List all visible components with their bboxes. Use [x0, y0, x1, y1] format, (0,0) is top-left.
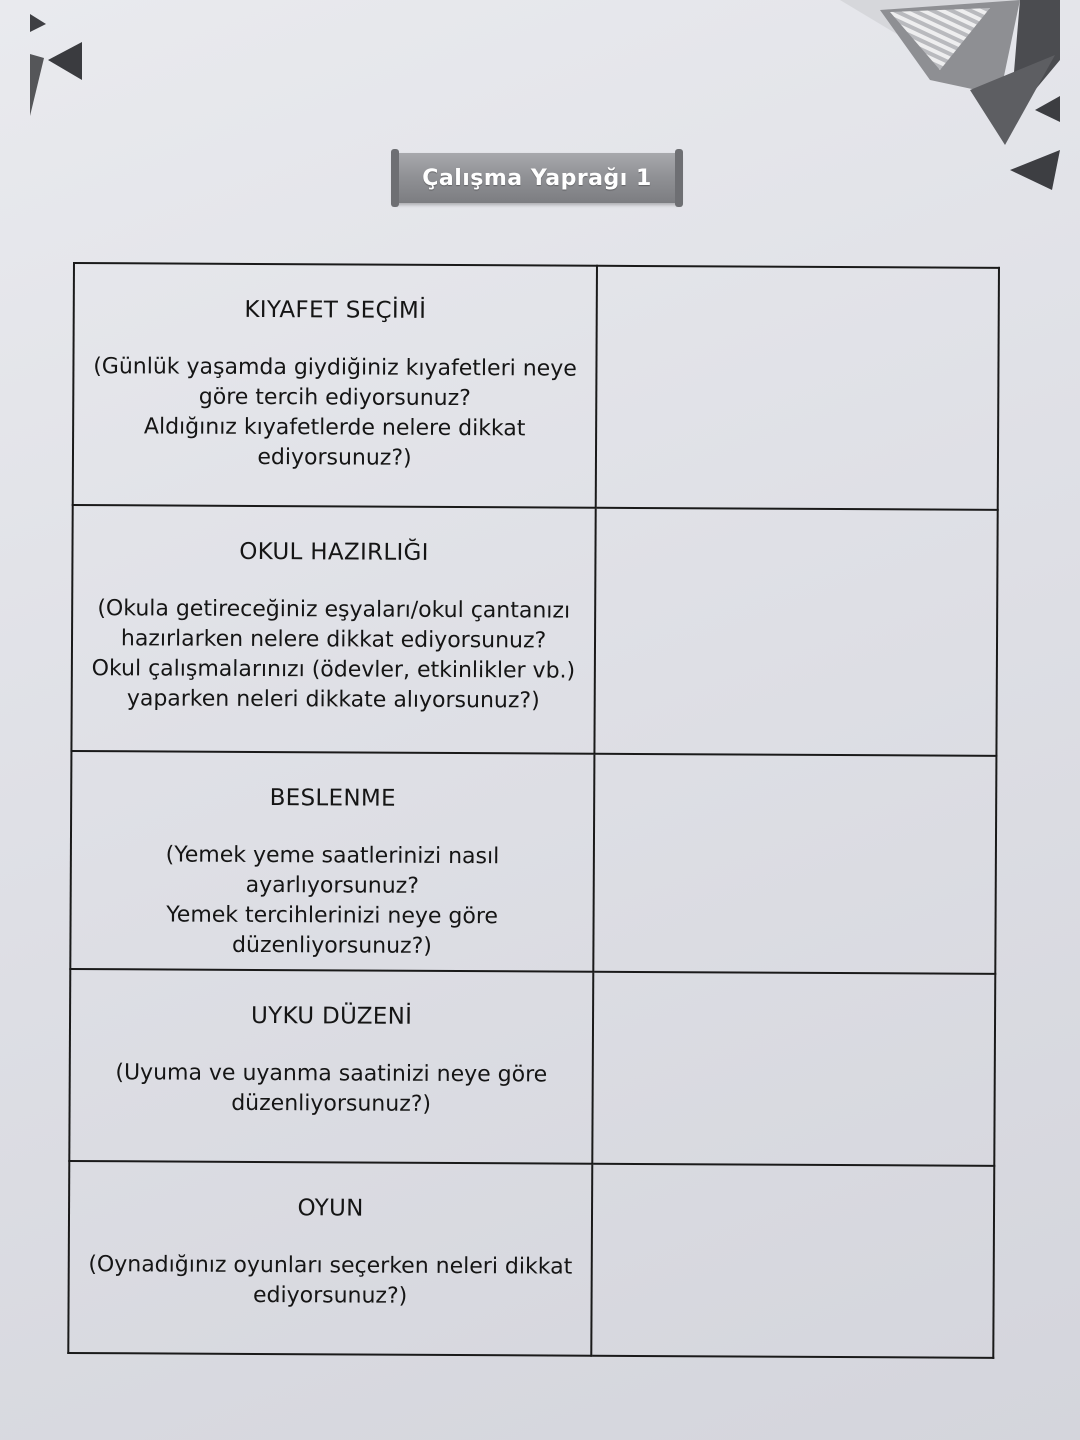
- row-heading: KIYAFET SEÇİMİ: [244, 296, 427, 324]
- worksheet-table: [67, 262, 1000, 1359]
- worksheet-title-banner: [393, 153, 681, 203]
- answer-cell-school-prep[interactable]: [595, 508, 998, 756]
- row-question: (Yemek yeme saatlerinizi nasıl ayarlıyorsunuz? Yemek tercihlerinizi neye göre düzenliyorsunuz?): [165, 842, 500, 959]
- answer-cell-clothing[interactable]: [596, 266, 999, 510]
- top-left-decor: [0, 0, 100, 130]
- worksheet-title: Çalışma Yaprağı 1: [422, 165, 652, 191]
- row-heading: BESLENME: [269, 785, 396, 812]
- question-cell-school-prep: [71, 505, 595, 754]
- row-question: (Uyuma ve uyanma saatinizi neye göre düzenliyorsunuz?): [115, 1060, 548, 1117]
- table-row: [70, 751, 996, 974]
- top-right-decor: [820, 0, 1080, 200]
- question-cell-clothing: [73, 263, 597, 508]
- answer-cell-nutrition[interactable]: [593, 754, 996, 974]
- question-cell-nutrition: [70, 751, 594, 972]
- answer-cell-sleep[interactable]: [592, 972, 995, 1166]
- table-row: [73, 263, 999, 510]
- question-cell-play: [68, 1161, 592, 1356]
- row-heading: OKUL HAZIRLIĞI: [239, 538, 429, 566]
- row-question: (Günlük yaşamda giydiğiniz kıyafetleri neye göre tercih ediyorsunuz? Aldığınız kıyafetlerde nelere dikkat ediyorsunuz?): [93, 354, 577, 471]
- row-heading: UYKU DÜZENİ: [250, 1002, 413, 1030]
- answer-cell-play[interactable]: [591, 1164, 994, 1358]
- question-cell-sleep: [69, 969, 593, 1164]
- row-question: (Okula getireceğiniz eşyaları/okul çantanızı hazırlarken nelere dikkat ediyorsunuz? Okul çalışmalarınızı (ödevler, etkinlikler vb.) yaparken neleri dikkate alıyorsunuz?): [91, 596, 576, 714]
- table-row: [71, 505, 997, 756]
- row-heading: OYUN: [297, 1195, 364, 1222]
- table-row: [68, 1161, 994, 1358]
- table-row: [69, 969, 995, 1166]
- row-question: (Oynadığınız oyunları seçerken neleri dikkat ediyorsunuz?): [88, 1252, 573, 1309]
